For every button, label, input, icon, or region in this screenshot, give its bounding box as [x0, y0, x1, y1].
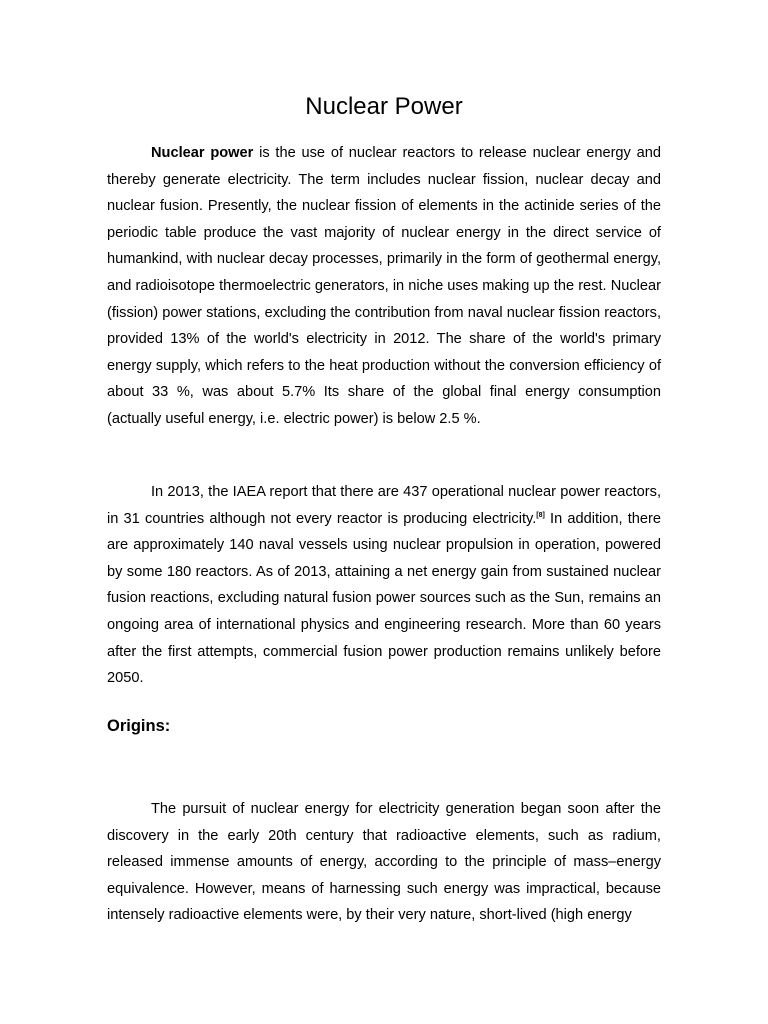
paragraph-text: In 2013, the IAEA report that there are 437 operational nuclear power reactors, in 31 countries although not every reactor is producing electricity. [107, 484, 661, 527]
bold-term: Nuclear power [151, 145, 254, 161]
paragraph-text: In addition, there are approximately 140 naval vessels using nuclear propulsion in operation, powered by some 180 reactors. As of 2013, attaining a net energy gain from sustained nuclear fusion reactions, excluding natural fusion power sources such as the Sun, remains an ongoing area of international physics and engineering research. More than 60 years after the first attempts, commercial fusion power production remains unlikely before 2050. [107, 510, 661, 687]
paragraph-text: is the use of nuclear reactors to release nuclear energy and thereby generate electricity. The term includes nuclear fission, nuclear decay and nuclear fusion. Presently, the nuclear fission of elements in the actinide series of the periodic table produce the vast majority of nuclear energy in the direct service of humankind, with nuclear decay processes, primarily in the form of geothermal energy, and radioisotope thermoelectric generators, in niche uses making up the rest. Nuclear (fission) power stations, excluding the contribution from naval nuclear fission reactors, provided 13% of the world's electricity in 2012. The share of the world's primary energy supply, which refers to the heat production without the conversion efficiency of about 33 %, was about 5.7% Its share of the global final energy consumption (actually useful energy, i.e. electric power) is below 2.5 %. [107, 145, 661, 427]
paragraph-origins [107, 796, 661, 929]
paragraph-text: The pursuit of nuclear energy for electricity generation began soon after the discovery in the early 20th century that radioactive elements, such as radium, released immense amounts of energy, according to the principle of mass–energy equivalence. However, means of harnessing such energy was impractical, because intensely radioactive elements were, by their very nature, short-lived (high energy [107, 801, 661, 924]
page-title: Nuclear Power [305, 93, 463, 120]
paragraph-intro [107, 140, 661, 433]
paragraph-statistics [107, 479, 661, 692]
section-heading-origins: Origins: [107, 717, 171, 735]
citation-link[interactable]: [8] [536, 511, 545, 519]
